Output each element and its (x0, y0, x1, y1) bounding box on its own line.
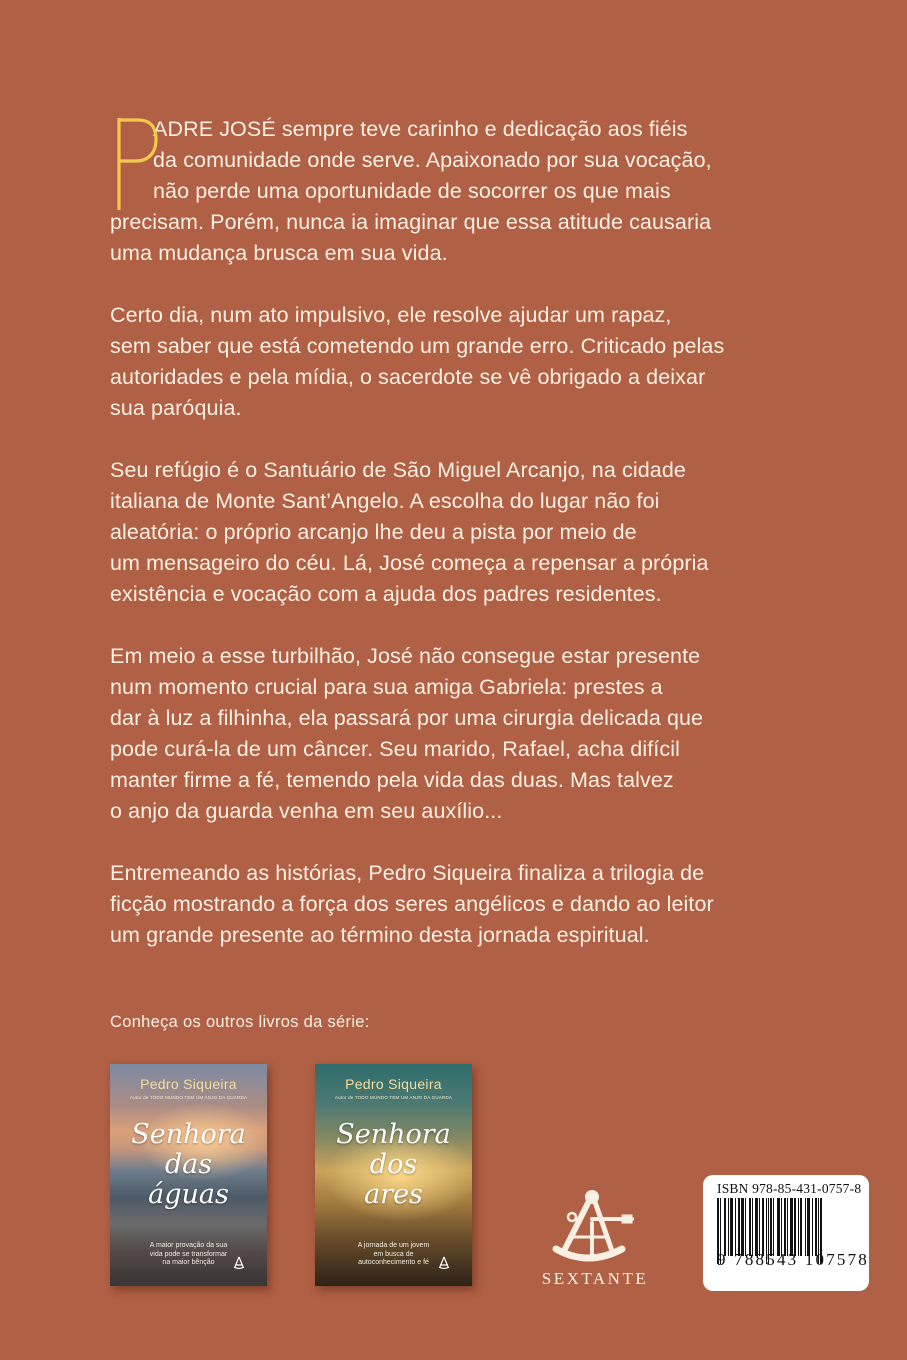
blurb-line: num momento crucial para sua amiga Gabriela: prestes a (110, 675, 663, 699)
ean-digits: 9 788543 107578 (717, 1250, 869, 1269)
blurb-line: sua paróquia. (110, 396, 242, 420)
blurb-line: ADRE JOSÉ sempre teve carinho e dedicação aos fiéis (153, 117, 688, 141)
blurb-line: italiana de Monte Sant’Angelo. A escolha do lugar não foi (110, 489, 660, 513)
blurb-line: ficção mostrando a força dos seres angélicos e dando ao leitor (110, 892, 714, 916)
blurb-line: não perde uma oportunidade de socorrer os que mais (153, 179, 671, 203)
blurb-paragraph-3 (110, 455, 820, 610)
sextant-icon (233, 1256, 245, 1270)
cover-author-subtitle: Autor de TODO MUNDO TEM UM ANJO DA GUARDA (129, 1095, 248, 1100)
blurb-line: pode curá-la de um câncer. Seu marido, Rafael, acha difícil (110, 737, 680, 761)
cover-title-line: das (164, 1149, 213, 1180)
cover-title-line: águas (148, 1179, 229, 1210)
cover-title-line: ares (364, 1179, 423, 1210)
cover-tagline-line: A maior provação da sua (149, 1242, 228, 1249)
cover-tagline-line: na maior bênção (162, 1259, 215, 1266)
cover-author: Pedro Siqueira (345, 1076, 442, 1092)
cover-tagline-line: vida pode se transformar (149, 1250, 228, 1258)
publisher-name: SEXTANTE (541, 1269, 649, 1288)
cover-tagline-line: em busca de (373, 1250, 414, 1258)
isbn-barcode (703, 1175, 869, 1291)
blurb-line: Entremeando as histórias, Pedro Siqueira finaliza a trilogia de (110, 861, 705, 885)
blurb-paragraph-1 (110, 114, 820, 269)
sextant-icon (550, 1187, 640, 1267)
sextant-icon (438, 1256, 450, 1270)
cover-title-line: Senhora (336, 1119, 451, 1150)
blurb-line: Em meio a esse turbilhão, José não consegue estar presente (110, 644, 701, 668)
blurb-line: manter firme a fé, temendo pela vida das duas. Mas talvez (110, 768, 674, 792)
blurb-line: Certo dia, num ato impulsivo, ele resolve ajudar um rapaz, (110, 303, 672, 327)
blurb-paragraph-2 (110, 300, 820, 424)
blurb-line: da comunidade onde serve. Apaixonado por sua vocação, (153, 148, 712, 172)
cover-author-subtitle: Autor de TODO MUNDO TEM UM ANJO DA GUARDA (334, 1095, 453, 1100)
cover-title-line: dos (369, 1149, 418, 1180)
cover-title (315, 1120, 472, 1210)
blurb-line: um mensageiro do céu. Lá, José começa a repensar a própria (110, 551, 709, 575)
blurb-line: um grande presente ao término desta jornada espiritual. (110, 923, 650, 947)
cover-title-line: Senhora (131, 1119, 246, 1150)
cover-tagline-line: A jornada de um jovem (357, 1242, 430, 1249)
book-cover-senhora-das-aguas (110, 1064, 267, 1286)
dropcap-letter-p (116, 116, 158, 212)
blurb-paragraph-5 (110, 858, 820, 951)
blurb-line: precisam. Porém, nunca ia imaginar que essa atitude causaria (110, 210, 712, 234)
book-cover-senhora-dos-ares (315, 1064, 472, 1286)
blurb-line: dar à luz a filhinha, ela passará por uma cirurgia delicada que (110, 706, 704, 730)
back-cover-blurb (110, 114, 820, 982)
cover-title (110, 1120, 267, 1210)
cover-tagline-line: autoconhecimento e fé (358, 1259, 429, 1266)
blurb-line: existência e vocação com a ajuda dos padres residentes. (110, 582, 662, 606)
isbn-label: ISBN 978-85-431-0757-8 (717, 1181, 862, 1196)
blurb-line: aleatória: o próprio arcanjo lhe deu a pista por meio de (110, 520, 637, 544)
blurb-paragraph-4 (110, 641, 820, 827)
blurb-line: o anjo da guarda venha em seu auxílio... (110, 799, 503, 823)
series-label: Conheça os outros livros da série: (110, 1013, 370, 1031)
cover-author: Pedro Siqueira (140, 1076, 237, 1092)
blurb-line: uma mudança brusca em sua vida. (110, 241, 448, 265)
publisher-logo (540, 1187, 650, 1293)
blurb-line: Seu refúgio é o Santuário de São Miguel Arcanjo, na cidade (110, 458, 686, 482)
blurb-line: autoridades e pela mídia, o sacerdote se vê obrigado a deixar (110, 365, 706, 389)
blurb-line: sem saber que está cometendo um grande erro. Criticado pelas (110, 334, 725, 358)
